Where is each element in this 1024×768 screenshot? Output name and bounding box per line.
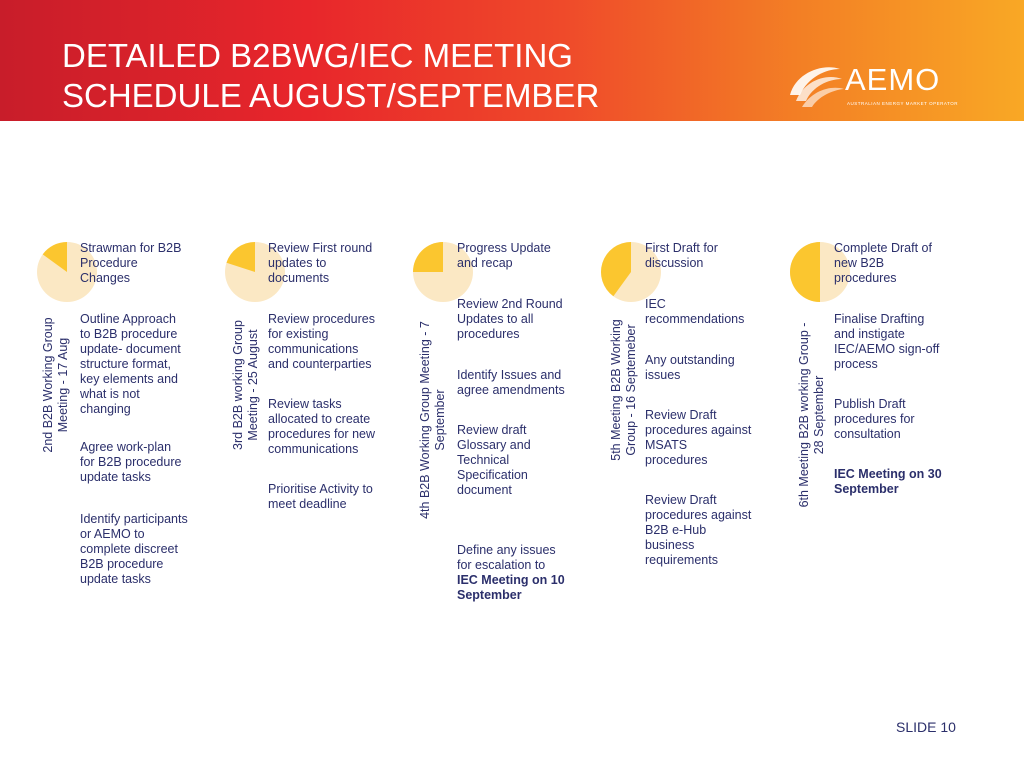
- column-2-item-1: Review First round updates to documents: [268, 241, 373, 285]
- meeting-label-2-line-1: 3rd B2B working Group: [231, 320, 245, 450]
- column-5-item-1: Complete Draft of new B2B procedures: [834, 241, 932, 285]
- pie-filled-wedge: [790, 242, 820, 302]
- column-5-item-2: Finalise Drafting and instigate IEC/AEMO sign-off process: [834, 312, 940, 371]
- column-3-item-1: Progress Update and recap: [457, 241, 551, 270]
- column-3-item-5: Define any issues for escalation to: [457, 543, 556, 572]
- column-3-item-4: Review draft Glossary and Technical Specification document: [457, 423, 531, 497]
- meeting-label-1-line-2: Meeting - 17 Aug: [56, 337, 70, 433]
- column-4-item-3: Any outstanding issues: [645, 353, 735, 382]
- meeting-label-5-line-1: 6th Meeting B2B working Group -: [797, 322, 811, 508]
- logo-wordmark: AEMO: [845, 62, 941, 97]
- column-1-item-2: Outline Approach to B2B procedure update- document structure format, key elements and what is not changing: [80, 312, 181, 416]
- page-title: [62, 36, 702, 116]
- meeting-label-5: [792, 300, 832, 530]
- meeting-label-4: [604, 300, 644, 480]
- column-3-item-3: Identify Issues and agree amendments: [457, 368, 565, 397]
- column-3-item-2: Review 2nd Round Updates to all procedures: [457, 297, 563, 341]
- meeting-label-5-line-2: 28 September: [812, 375, 826, 455]
- pie-filled-wedge: [413, 242, 443, 272]
- column-3-highlight: IEC Meeting on 10 September: [457, 573, 565, 602]
- slide-number: SLIDE 10: [896, 719, 956, 735]
- meeting-label-1-line-1: 2nd B2B Working Group: [41, 317, 55, 453]
- header-banner: [0, 0, 1024, 121]
- column-5-highlight: IEC Meeting on 30 September: [834, 467, 942, 496]
- title-line-2: SCHEDULE AUGUST/SEPTEMBER: [62, 77, 600, 114]
- column-1-item-4: Identify participants or AEMO to complete discreet B2B procedure update tasks: [80, 512, 188, 586]
- meeting-label-3-line-2: September: [433, 389, 447, 451]
- meeting-label-4-line-1: 5th Meeting B2B Working: [609, 319, 623, 461]
- column-4-item-1: First Draft for discussion: [645, 241, 718, 270]
- column-1-item-3: Agree work-plan for B2B procedure update tasks: [80, 440, 182, 484]
- column-1-item-1: Strawman for B2B Procedure Changes: [80, 241, 182, 285]
- column-4-item-5: Review Draft procedures against B2B e-Hub business requirements: [645, 493, 752, 567]
- meeting-label-2-line-2: Meeting - 25 August: [246, 329, 260, 441]
- meeting-label-2: [226, 300, 266, 470]
- column-2-item-3: Review tasks allocated to create procedures for new communications: [268, 397, 376, 456]
- column-5-item-3: Publish Draft procedures for consultation: [834, 397, 915, 441]
- column-2-item-2: Review procedures for existing communications and counterparties: [268, 312, 375, 371]
- column-2-item-4: Prioritise Activity to meet deadline: [268, 482, 373, 511]
- meeting-label-1: [36, 300, 76, 470]
- logo-subtext: AUSTRALIAN ENERGY MARKET OPERATOR: [847, 101, 958, 106]
- title-line-1: DETAILED B2BWG/IEC MEETING: [62, 37, 573, 74]
- column-4-item-4: Review Draft procedures against MSATS procedures: [645, 408, 752, 467]
- column-4-item-2: IEC recommendations: [645, 297, 745, 326]
- meeting-label-3-line-1: 4th B2B Working Group Meeting - 7: [418, 321, 432, 519]
- meeting-label-3: [413, 300, 453, 540]
- meeting-label-4-line-2: Group - 16 Septemeber: [624, 324, 638, 456]
